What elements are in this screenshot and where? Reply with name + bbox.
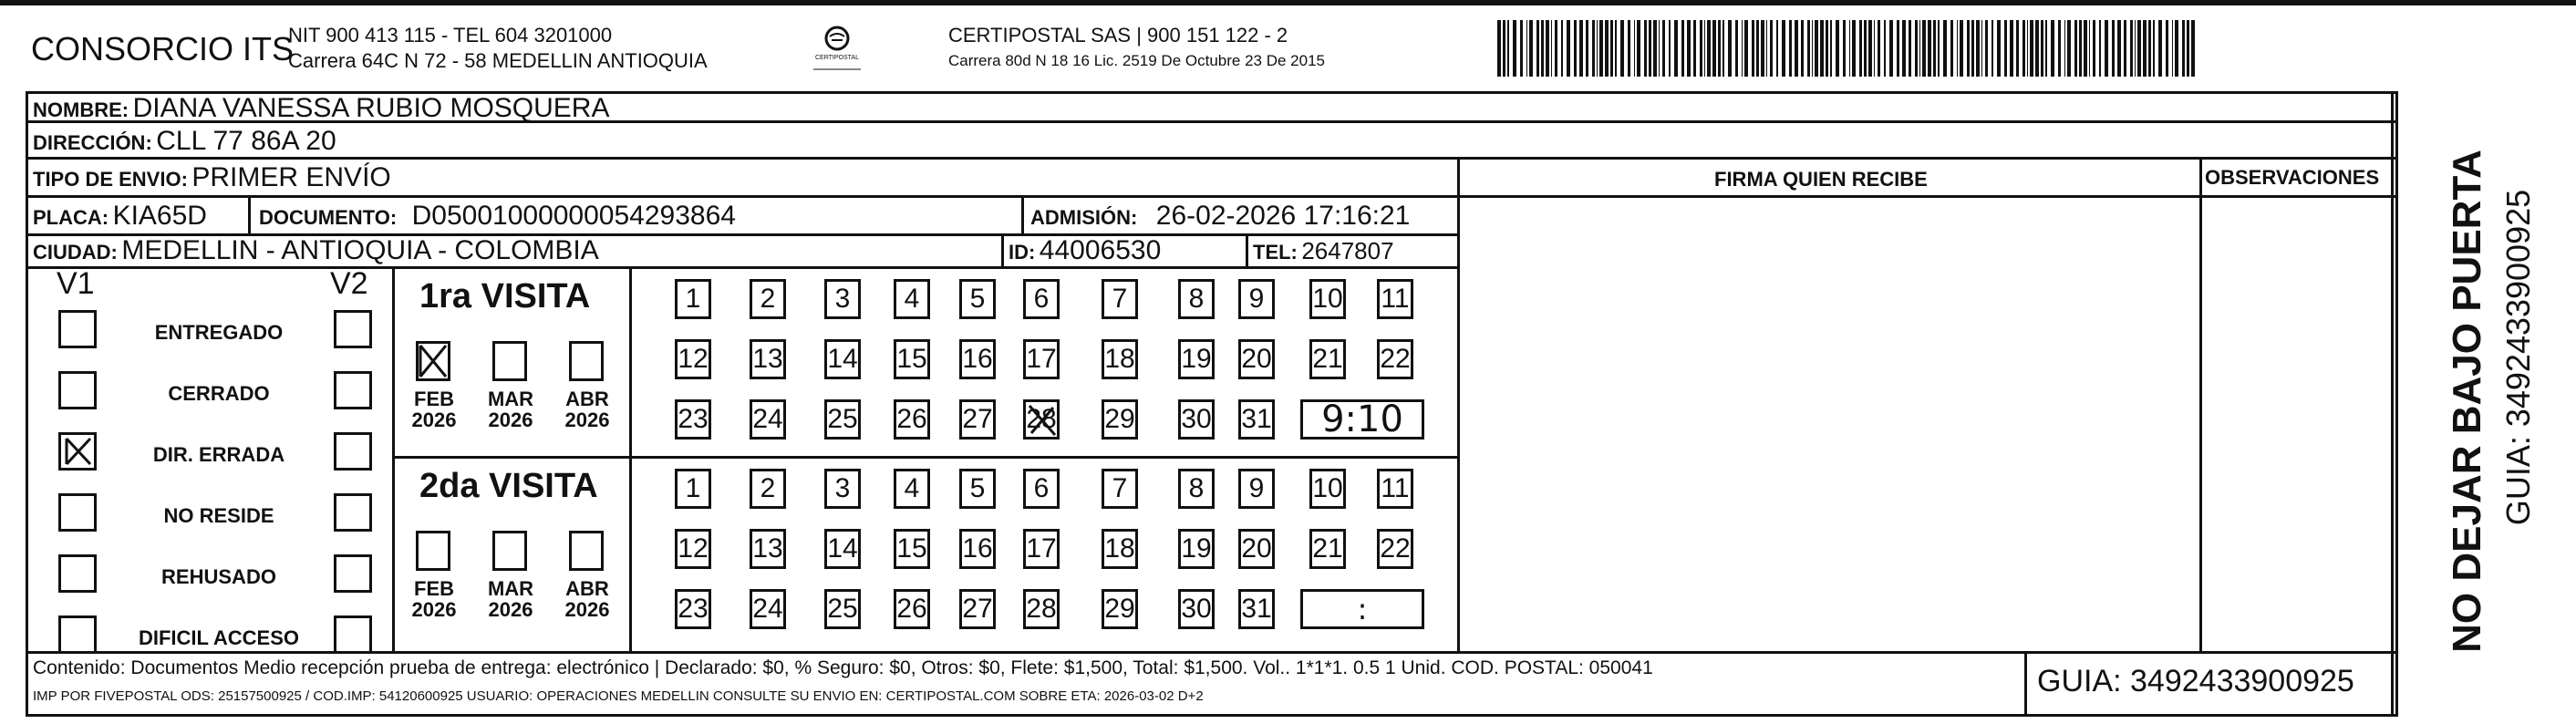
day-box[interactable]: 1 [675, 279, 711, 319]
x-mark-icon [61, 435, 94, 468]
tipo-label: TIPO DE ENVIO: [33, 168, 188, 191]
id-label: ID: [1009, 241, 1036, 264]
placa-row [33, 202, 207, 230]
rule [1021, 195, 1024, 233]
day-box[interactable]: 11 [1377, 469, 1413, 509]
day-box[interactable]: 2 [750, 469, 786, 509]
rule [26, 651, 2398, 654]
month-checkbox[interactable] [492, 341, 527, 381]
rule [26, 266, 1459, 269]
day-box[interactable]: 23 [675, 589, 711, 629]
month-name: FEB [414, 577, 454, 600]
day-box[interactable]: 18 [1102, 339, 1138, 379]
ciudad-value: MEDELLIN - ANTIOQUIA - COLOMBIA [121, 235, 599, 265]
month-year: 2026 [564, 598, 610, 622]
side-guia: GUIA: 3492433900925 [2499, 189, 2537, 526]
visit2-title: 2da VISITA [419, 467, 598, 505]
rule [392, 266, 395, 651]
v1-checkbox[interactable] [58, 554, 97, 593]
day-box[interactable]: 8 [1178, 469, 1215, 509]
v1-label: V1 [57, 266, 95, 301]
day-box[interactable]: 24 [750, 399, 786, 440]
month-checkbox[interactable] [492, 531, 527, 571]
ciudad-row [33, 237, 599, 264]
day-box[interactable]: 20 [1238, 529, 1275, 569]
day-box[interactable]: 9 [1238, 469, 1275, 509]
day-box[interactable]: 24 [750, 589, 786, 629]
certipostal-logo-icon [810, 20, 864, 75]
v1-checkbox[interactable] [58, 493, 97, 532]
carrier-name: CERTIPOSTAL SAS | 900 151 122 - 2 [948, 24, 1288, 47]
day-box[interactable]: 6 [1023, 469, 1060, 509]
observaciones-label: OBSERVACIONES [2205, 166, 2380, 189]
day-box[interactable]: 31 [1238, 399, 1275, 440]
tel-value: 2647807 [1301, 237, 1394, 264]
day-box[interactable]: 19 [1178, 529, 1215, 569]
v2-checkbox[interactable] [334, 554, 372, 593]
v2-checkbox[interactable] [334, 371, 372, 409]
day-box[interactable]: 15 [894, 339, 930, 379]
month-year: 2026 [488, 409, 533, 432]
company-nit: NIT 900 413 115 - TEL 604 3201000 [288, 24, 613, 47]
nombre-label: NOMBRE: [33, 98, 129, 121]
firma-label: FIRMA QUIEN RECIBE [1714, 168, 1928, 191]
rule [1246, 233, 1248, 266]
day-box[interactable]: 3 [824, 469, 861, 509]
admision-label: ADMISIÓN: [1030, 206, 1138, 229]
day-box[interactable]: 19 [1178, 339, 1215, 379]
day-box[interactable]: 29 [1102, 589, 1138, 629]
month-year: 2026 [488, 598, 533, 622]
top-border [0, 0, 2576, 5]
rule [2024, 651, 2027, 717]
x-mark-icon [1026, 402, 1059, 439]
rule [26, 195, 2398, 198]
day-box[interactable]: 13 [750, 529, 786, 569]
day-box[interactable]: 22 [1377, 529, 1413, 569]
month-label [481, 388, 540, 430]
rule [629, 266, 632, 651]
time-box[interactable]: : [1300, 589, 1424, 629]
day-box[interactable]: 2 [750, 279, 786, 319]
day-box[interactable]: 28 [1023, 589, 1060, 629]
day-box[interactable]: 30 [1178, 589, 1215, 629]
rule [1001, 233, 1004, 266]
day-box[interactable]: 1 [675, 469, 711, 509]
id-row [1009, 237, 1161, 264]
status-label: REHUSADO [161, 565, 276, 588]
rule [392, 456, 1459, 459]
month-name: ABR [565, 388, 609, 410]
day-box[interactable]: 3 [824, 279, 861, 319]
documento-value: D05001000000054293864 [411, 201, 736, 231]
day-box[interactable]: 18 [1102, 529, 1138, 569]
day-box[interactable]: 22 [1377, 339, 1413, 379]
v1-checkbox[interactable] [58, 310, 97, 348]
direccion-row [33, 128, 336, 155]
day-box[interactable]: 13 [750, 339, 786, 379]
nombre-row [33, 95, 609, 122]
day-box[interactable]: 21 [1309, 529, 1346, 569]
barcode [1497, 20, 2199, 77]
v2-checkbox[interactable] [334, 310, 372, 348]
month-name: MAR [487, 388, 534, 410]
day-box[interactable]: 20 [1238, 339, 1275, 379]
day-box[interactable]: 15 [894, 529, 930, 569]
v1-checkbox[interactable] [58, 432, 97, 471]
month-checkbox[interactable] [416, 531, 450, 571]
footer-imp: IMP POR FIVEPOSTAL ODS: 25157500925 / COD.IMP: 54120600925 USUARIO: OPERACIONES MEDELLIN CONSULTE SU ENVIO EN: CERTIPOSTAL.COM SOBRE ETA: 2026-03-02 D+2 [33, 688, 1204, 704]
visit1-title: 1ra VISITA [419, 277, 591, 315]
v2-checkbox[interactable] [334, 493, 372, 532]
tipo-value: PRIMER ENVÍO [191, 162, 391, 192]
time-box[interactable]: 9:10 [1300, 399, 1424, 440]
side-no-dejar: NO DEJAR BAJO PUERTA [2445, 150, 2489, 653]
status-label: NO RESIDE [163, 504, 274, 527]
rule [2199, 157, 2202, 651]
month-label [405, 578, 463, 620]
day-box[interactable]: 10 [1309, 469, 1346, 509]
day-box[interactable]: 27 [959, 399, 996, 440]
tipo-row [33, 164, 391, 191]
nombre-value: DIANA VANESSA RUBIO MOSQUERA [132, 93, 610, 123]
day-box[interactable]: 27 [959, 589, 996, 629]
day-box[interactable]: 26 [894, 589, 930, 629]
day-box[interactable]: 12 [675, 529, 711, 569]
v1-checkbox[interactable] [58, 371, 97, 409]
month-year: 2026 [411, 409, 457, 432]
direccion-value: CLL 77 86A 20 [156, 126, 336, 156]
day-box[interactable]: 14 [824, 529, 861, 569]
day-box[interactable]: 5 [959, 469, 996, 509]
month-year: 2026 [564, 409, 610, 432]
month-name: MAR [487, 577, 534, 600]
day-box[interactable]: 10 [1309, 279, 1346, 319]
day-box[interactable]: 12 [675, 339, 711, 379]
day-box[interactable]: 17 [1023, 339, 1060, 379]
documento-row [259, 202, 736, 230]
x-mark-icon [419, 344, 448, 378]
month-label [558, 388, 616, 430]
tel-label: TEL: [1253, 241, 1298, 264]
month-name: ABR [565, 577, 609, 600]
rule [2391, 91, 2394, 717]
day-box[interactable]: 16 [959, 529, 996, 569]
day-box[interactable]: 5 [959, 279, 996, 319]
day-box[interactable]: 25 [824, 399, 861, 440]
day-box[interactable]: 9 [1238, 279, 1275, 319]
v2-label: V2 [330, 266, 368, 301]
carrier-address: Carrera 80d N 18 16 Lic. 2519 De Octubre 23 De 2015 [948, 52, 1325, 69]
company-name: CONSORCIO ITS [31, 30, 295, 67]
day-box[interactable]: 23 [675, 399, 711, 440]
admision-row [1030, 202, 1410, 230]
day-box[interactable]: 11 [1377, 279, 1413, 319]
day-box[interactable]: 8 [1178, 279, 1215, 319]
ciudad-label: CIUDAD: [33, 241, 118, 264]
month-year: 2026 [411, 598, 457, 622]
month-checkbox[interactable] [416, 341, 450, 381]
status-label: ENTREGADO [154, 321, 284, 344]
admision-value: 26-02-2026 17:16:21 [1155, 201, 1411, 231]
footer-guia: GUIA: 3492433900925 [2037, 664, 2354, 698]
day-box[interactable]: 16 [959, 339, 996, 379]
rule [26, 157, 2398, 160]
v2-checkbox[interactable] [334, 615, 372, 654]
direccion-label: DIRECCIÓN: [33, 131, 152, 154]
id-value: 44006530 [1039, 235, 1162, 265]
day-box[interactable]: 6 [1023, 279, 1060, 319]
day-box[interactable]: 25 [824, 589, 861, 629]
tel-row [1253, 239, 1394, 263]
day-box[interactable]: 7 [1102, 279, 1138, 319]
month-label [405, 388, 463, 430]
month-checkbox[interactable] [569, 531, 604, 571]
day-box[interactable]: 17 [1023, 529, 1060, 569]
placa-label: PLACA: [33, 206, 109, 229]
status-label: DIFICIL ACCESO [138, 626, 299, 649]
day-box[interactable]: 14 [824, 339, 861, 379]
day-box[interactable]: 26 [894, 399, 930, 440]
placa-value: KIA65D [112, 201, 207, 231]
month-checkbox[interactable] [569, 341, 604, 381]
month-name: FEB [414, 388, 454, 410]
day-box[interactable]: 30 [1178, 399, 1215, 440]
day-box[interactable]: 4 [894, 469, 930, 509]
rule [248, 195, 251, 233]
documento-label: DOCUMENTO: [259, 206, 398, 229]
day-box[interactable]: 31 [1238, 589, 1275, 629]
rule [1457, 157, 1460, 651]
month-label [558, 578, 616, 620]
company-address: Carrera 64C N 72 - 58 MEDELLIN ANTIOQUIA [288, 49, 708, 72]
day-box[interactable]: 28 [1023, 399, 1060, 440]
status-label: DIR. ERRADA [152, 443, 285, 466]
status-label: CERRADO [168, 382, 270, 405]
v1-checkbox[interactable] [58, 615, 97, 654]
v2-checkbox[interactable] [334, 432, 372, 471]
logo-text: CERTIPOSTAL [815, 55, 859, 61]
month-label [481, 578, 540, 620]
day-box[interactable]: 4 [894, 279, 930, 319]
day-box[interactable]: 21 [1309, 339, 1346, 379]
day-box[interactable]: 29 [1102, 399, 1138, 440]
footer-contenido: Contenido: Documentos Medio recepción prueba de entrega: electrónico | Declarado: $0, % Seguro: $0, Otros: $0, Flete: $1,500, Total: $1,500. Vol.. 1*1*1. 0.5 1 Unid. COD. POSTAL: 050041 [33, 657, 1653, 678]
day-box[interactable]: 7 [1102, 469, 1138, 509]
